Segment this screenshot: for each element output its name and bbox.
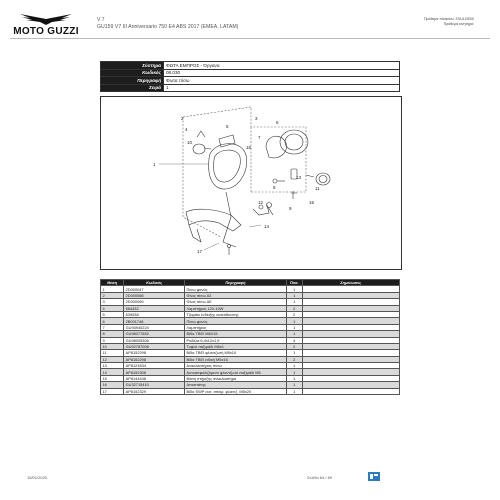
part-position: 15 xyxy=(101,375,124,381)
info-row-code xyxy=(101,69,400,77)
part-position: 17 xyxy=(101,388,124,394)
model-full-name: GU159 V7 III Anniversario 750 E4 ABS 2017 (EMEA, LATAM) xyxy=(97,24,239,30)
col-header-quantity: Ποσ. xyxy=(286,280,302,286)
part-quantity: 1 xyxy=(286,388,302,394)
table-row xyxy=(101,388,400,394)
part-description: Αυτοασφαλιζόμενο φλαντζωτό παξιμάδι M5 xyxy=(185,369,287,375)
part-position: 10 xyxy=(101,343,124,349)
svg-text:16: 16 xyxy=(246,145,252,150)
part-quantity: 2 xyxy=(286,343,302,349)
part-quantity: 1 xyxy=(286,350,302,356)
svg-text:10: 10 xyxy=(187,140,193,145)
info-row-system xyxy=(101,62,400,70)
part-quantity: 2 xyxy=(286,311,302,317)
part-description: Τζαμάκι ένδειξης κατεύθυνσης xyxy=(185,311,287,317)
part-description: Αποστάτης xyxy=(185,382,287,388)
assembly-info-table xyxy=(100,61,400,92)
svg-text:3: 3 xyxy=(255,116,258,121)
part-position: 1 xyxy=(101,286,124,292)
description-value: Φωτα πίσω xyxy=(164,77,400,85)
part-position: 7 xyxy=(101,324,124,330)
part-position: 16 xyxy=(101,382,124,388)
svg-text:11: 11 xyxy=(315,186,320,191)
part-description: Βίδα SWP αυτ. σπειρ. φλαντζ. M5x20 xyxy=(185,388,287,394)
info-row-series xyxy=(101,84,400,92)
part-quantity: 1 xyxy=(286,286,302,292)
part-code: AP8152298 xyxy=(124,356,185,362)
part-code: GU98005306 xyxy=(124,337,185,343)
svg-text:6: 6 xyxy=(276,120,279,125)
part-position: 13 xyxy=(101,363,124,369)
code-value: 08.030 xyxy=(164,69,400,77)
part-position: 6 xyxy=(101,318,124,324)
part-quantity: 1 xyxy=(286,324,302,330)
part-quantity: 4 xyxy=(286,337,302,343)
part-position: 11 xyxy=(101,350,124,356)
col-header-notes: Σημείωσεις xyxy=(302,280,399,286)
part-position: 2 xyxy=(101,292,124,298)
part-quantity: 1 xyxy=(286,299,302,305)
col-header-position: Θέση xyxy=(101,280,124,286)
part-code: GU93945224 xyxy=(124,324,185,330)
part-description: Φλας πίσω ΑΣ xyxy=(185,292,287,298)
part-code: 2B001748 xyxy=(124,318,185,324)
svg-text:13: 13 xyxy=(296,175,302,180)
svg-text:1: 1 xyxy=(153,162,156,167)
part-position: 5 xyxy=(101,311,124,317)
model-short: V 7 xyxy=(97,17,105,23)
part-position: 12 xyxy=(101,356,124,362)
part-position: 14 xyxy=(101,369,124,375)
footer-page-number: Σελίδα 64 / 69 xyxy=(307,475,333,480)
svg-text:17: 17 xyxy=(197,249,203,254)
parts-list-table xyxy=(100,279,400,395)
engine-prefix: Πρόθεμα κινητήρα: xyxy=(443,22,474,26)
eagle-icon xyxy=(18,12,74,26)
part-code: 639538 xyxy=(124,311,185,317)
svg-text:4: 4 xyxy=(185,127,188,132)
svg-text:15: 15 xyxy=(309,200,315,205)
info-row-description xyxy=(101,77,400,85)
part-code: 2D000047 xyxy=(124,286,185,292)
part-notes xyxy=(302,388,399,394)
code-label: Κωδικός xyxy=(101,69,164,77)
part-quantity: 2 xyxy=(286,305,302,311)
prefix-info xyxy=(424,17,474,27)
part-quantity: 1 xyxy=(286,369,302,375)
series-value: 1 xyxy=(164,84,400,92)
part-description: Πίσω φανός xyxy=(185,286,287,292)
series-label: Σειρά xyxy=(101,84,164,92)
part-quantity: 2 xyxy=(286,356,302,362)
part-position: 8 xyxy=(101,331,124,337)
part-position: 4 xyxy=(101,305,124,311)
svg-text:9: 9 xyxy=(289,206,292,211)
part-description: Φλας πίσω ΔΕ xyxy=(185,299,287,305)
part-quantity: 1 xyxy=(286,382,302,388)
part-description: Τυφλό παξιμάδι M6x1 xyxy=(185,343,287,349)
col-header-description: Περιγραφή xyxy=(185,280,287,286)
parts-drawing xyxy=(101,97,401,269)
part-description: Βίδα TBEI φλαντζωτή M5x10 xyxy=(185,350,287,356)
part-quantity: 1 xyxy=(286,318,302,324)
svg-text:5: 5 xyxy=(226,124,229,129)
part-code: AP8144446 xyxy=(124,375,185,381)
part-code: AP8152329 xyxy=(124,388,185,394)
part-description: Λαμπτήρας 12V-10W xyxy=(185,305,287,311)
system-value: ΦΩΤΑ ΕΜΠΡΟΣ - Όργανα xyxy=(164,62,400,70)
part-quantity: 1 xyxy=(286,292,302,298)
svg-text:7: 7 xyxy=(258,135,261,140)
brand-name: MOTO GUZZI xyxy=(13,26,79,37)
part-code: GU92787006 xyxy=(124,343,185,349)
part-code: GU98377652 xyxy=(124,331,185,337)
part-description: Ανακλαστήρας πίσω xyxy=(185,363,287,369)
frame-prefix: Πρόθεμα πλαισίου: ZGULDE00 xyxy=(423,17,474,21)
part-description: Βίδα TBEI ειδική M5x16 xyxy=(185,356,287,362)
part-position: 3 xyxy=(101,299,124,305)
system-label: Σύστημα xyxy=(101,62,164,70)
svg-text:14: 14 xyxy=(264,224,270,229)
col-header-code: Κωδικός xyxy=(124,280,185,286)
part-code: AP8152306 xyxy=(124,369,185,375)
description-label: Περιγραφή xyxy=(101,77,164,85)
part-description: Ροδέλα 6,4x12x1,5 xyxy=(185,337,287,343)
part-code: 2D000068 xyxy=(124,292,185,298)
part-description: Πίσω φανός xyxy=(185,318,287,324)
part-code: 2D000069 xyxy=(124,299,185,305)
header-divider xyxy=(10,38,490,39)
part-description: Λαμπτήρας xyxy=(185,324,287,330)
part-description: Βάση στήριξης ανακλαστήρα xyxy=(185,375,287,381)
svg-text:8: 8 xyxy=(273,185,276,190)
parts-table-body xyxy=(101,286,400,395)
part-description: Βίδα TBEI M6X15 xyxy=(185,331,287,337)
part-code: 584432 xyxy=(124,305,185,311)
part-quantity: 1 xyxy=(286,375,302,381)
part-code: AP8152298 xyxy=(124,350,185,356)
part-code: AP8124534 xyxy=(124,363,185,369)
svg-text:2: 2 xyxy=(181,116,184,121)
exploded-parts-diagram xyxy=(100,96,402,270)
part-quantity: 1 xyxy=(286,331,302,337)
part-position: 9 xyxy=(101,337,124,343)
part-code: GU32715410 xyxy=(124,382,185,388)
svg-text:12: 12 xyxy=(258,200,264,205)
brand-logo xyxy=(8,12,84,37)
footer-date: 15/01/2020 xyxy=(27,475,48,480)
part-quantity: 1 xyxy=(286,363,302,369)
publisher-logo-icon xyxy=(368,472,380,481)
